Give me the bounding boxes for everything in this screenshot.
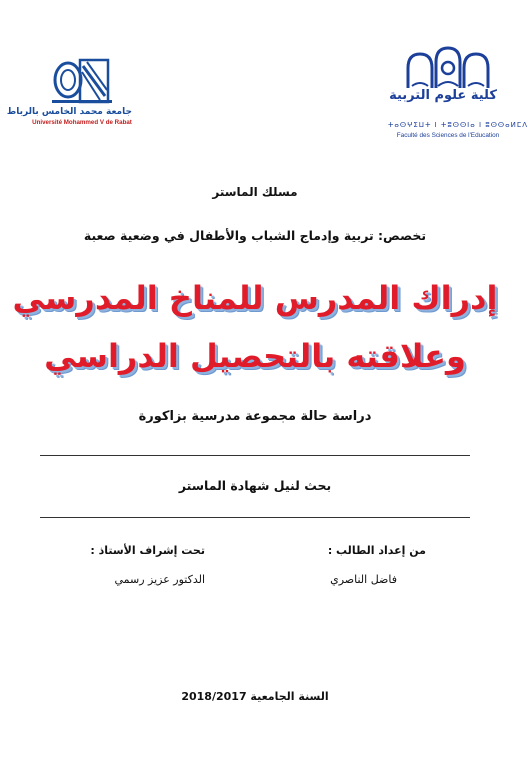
thesis-title-line-2: وعلاقته بالتحصيل الدراسي xyxy=(44,337,466,375)
student-name: فاضل الناصري xyxy=(330,573,397,586)
academic-year: السنة الجامعية 2018/2017 xyxy=(181,690,329,703)
faculty-emblem-icon xyxy=(398,46,498,90)
supervisor-name: الدكتور عزيز رسمي xyxy=(114,573,205,586)
university-logo xyxy=(6,56,132,142)
university-name-arabic: جامعة محمد الخامس بالرباط xyxy=(6,107,132,117)
faculty-logo xyxy=(388,46,528,152)
faculty-name-french: Faculté des Sciences de l'Education xyxy=(396,132,500,139)
university-name-french: Université Mohammed V de Rabat xyxy=(32,119,132,126)
case-study-subtitle: دراسة حالة مجموعة مدرسية بزاكورة xyxy=(138,409,372,424)
university-emblem-icon xyxy=(52,56,112,106)
research-purpose: بحث لنيل شهادة الماستر xyxy=(178,478,332,493)
supervisor-label: تحت إشراف الأستاذ : xyxy=(90,544,205,557)
thesis-title-line-1: إدراك المدرس للمناخ المدرسي xyxy=(12,279,498,317)
divider-bottom xyxy=(40,517,470,518)
faculty-name-arabic: كلية علوم التربية xyxy=(389,88,497,103)
program-name: مسلك الماستر xyxy=(212,185,298,199)
divider-top xyxy=(40,455,470,456)
faculty-name-tifinagh: ⵜⴰⵙⵖⵉⵡⵜ ⵏ ⵜⵓⵙⵙⵏⴰ ⵏ ⵓⵙⵙⴰⵍⵎⴷ xyxy=(388,121,528,129)
specialty: تخصص: تربية وإدماج الشباب والأطفال في وضعية صعبة xyxy=(83,228,427,243)
prepared-by-label: من إعداد الطالب : xyxy=(327,544,426,557)
